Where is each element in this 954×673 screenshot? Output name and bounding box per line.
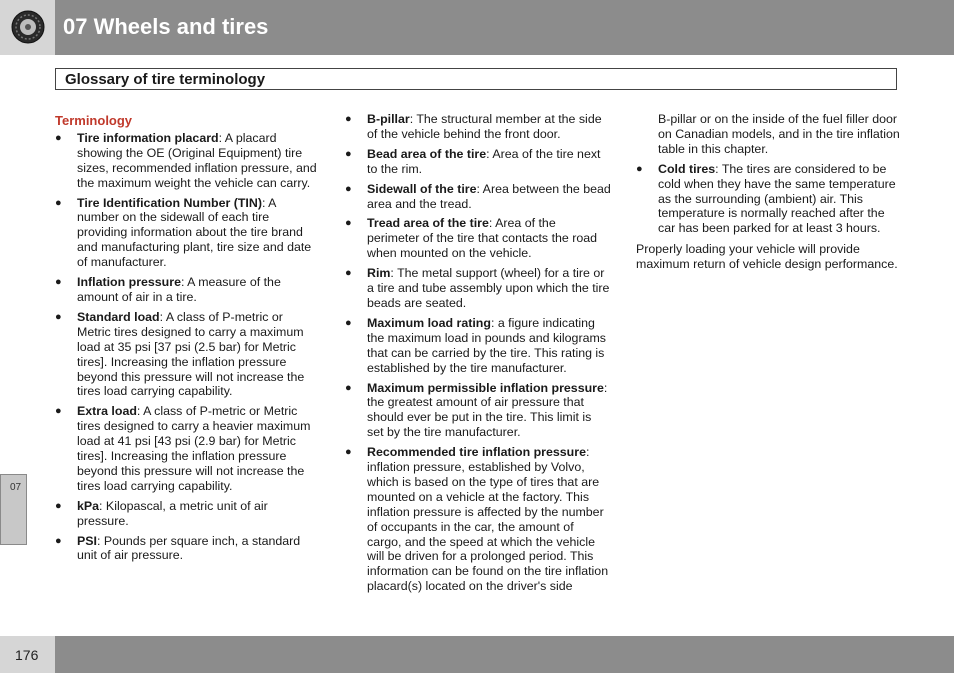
glossary-item [55,196,320,271]
glossary-item [345,445,611,594]
chapter-title: 07 Wheels and tires [63,14,269,39]
glossary-definition: : The structural member at the side of the vehicle behind the front door. [367,112,602,141]
glossary-term: PSI [77,533,97,548]
glossary-term: Recommended tire inflation pressure [367,445,586,460]
glossary-definition: : A class of P-metric or Metric tires designed to carry a heavier maximum load at 41 psi [43 psi (2.9 bar) for Metric tires]. Increasing the inflation pressure beyond this pressure will not increase the tires load carrying capability. [77,404,311,493]
glossary-item [55,534,320,564]
glossary-term: Maximum load rating [367,315,491,330]
col3-term-list [636,162,902,237]
glossary-term: Sidewall of the tire [367,181,477,196]
glossary-term: Inflation pressure [77,275,181,290]
glossary-definition: : inflation pressure, established by Volvo, which is based on the type of tires that are mounted on a vehicle at the factory. This inflation pressure is affected by the number of occupants in the car, the amount of cargo, and the speed at which the vehicle will be driven for a prolonged period. This information can be found on the tire inflation placard(s) located on the driver's side [367,445,609,594]
glossary-term: Tread area of the tire [367,216,489,231]
glossary-definition: : A class of P-metric or Metric tires designed to carry a maximum load at 35 psi [37 psi (2.5 bar) for Metric tires]. Increasing the inflation pressure beyond this pressure will not increase the tires load carrying capability. [77,309,305,399]
continued-text: B-pillar or on the inside of the fuel filler door on Canadian models, and in the tire inflation table in this chapter. [658,112,900,156]
glossary-item [345,216,611,261]
glossary-definition: : A number on the sidewall of each tire providing information about the tire brand and manufacturing plant, tire size and date of manufacturer. [77,195,312,270]
bullet-icon: ● [55,131,62,144]
bullet-icon: ● [345,182,352,195]
glossary-term: Maximum permissible inflation pressure [367,380,604,395]
bullet-icon: ● [55,499,62,512]
glossary-item [55,131,320,191]
col1-term-list [55,131,320,563]
glossary-definition: : Area of the perimeter of the tire that contacts the road when mounted on the vehicle. [367,216,598,261]
glossary-term: kPa [77,498,100,513]
glossary-term: Cold tires [658,161,716,176]
bullet-icon: ● [345,267,352,280]
glossary-term: Extra load [77,404,137,419]
glossary-term: Bead area of the tire [367,146,487,161]
glossary-item [345,266,611,311]
side-tab-label: 07 [10,482,22,493]
glossary-item [636,162,902,237]
col2-term-list [345,112,611,594]
glossary-item [345,182,611,212]
bullet-icon: ● [55,196,62,209]
column-1 [55,112,320,568]
bullet-icon: ● [636,162,643,175]
glossary-definition: : The metal support (wheel) for a tire or a tire and tube assembly upon which the tire beads are seated. [367,266,610,310]
terminology-heading: Terminology [55,113,133,128]
tire-icon [10,9,46,45]
glossary-definition: : Area of the tire next to the rim. [367,146,601,176]
glossary-definition: : The tires are considered to be cold when they have the same temperature as the surrounding (ambient) air. This temperature is normally reached after the car has been parked for at least 3 hours. [658,161,896,236]
glossary-item [55,499,320,529]
bullet-icon: ● [55,534,62,547]
glossary-definition: : A placard showing the OE (Original Equipment) tire sizes, recommended inflation pressure, and the maximum weight the vehicle can carry. [77,130,317,190]
bullet-icon: ● [55,310,62,323]
glossary-term: Standard load [77,309,160,324]
glossary-term: B-pillar [367,112,410,126]
glossary-definition: : the greatest amount of air pressure that should ever be put in the tire. This limit is set by the tire manufacturer. [367,380,608,440]
glossary-item [55,404,320,493]
glossary-item [345,316,611,376]
glossary-definition: : Pounds per square inch, a standard unit of air pressure. [77,533,301,563]
glossary-definition: : Area between the bead area and the tread. [367,181,611,211]
bullet-icon: ● [55,276,62,289]
bullet-icon: ● [345,381,352,394]
glossary-term: Tire information placard [77,130,219,145]
bullet-icon: ● [345,446,352,459]
glossary-definition: : A measure of the amount of air in a tire. [77,275,281,304]
glossary-term: Rim [367,266,391,281]
column-3 [636,112,902,272]
glossary-item [345,147,611,177]
glossary-definition: : a figure indicating the maximum load in pounds and kilograms that can be carried by the tire. This rating is established by the tire manufacturer. [367,315,606,375]
loading-paragraph: Properly loading your vehicle will provide maximum return of vehicle design performance. [636,242,898,272]
header-icon-box [0,0,55,55]
glossary-item [55,310,320,399]
bullet-icon: ● [345,147,352,160]
bullet-icon: ● [345,217,352,230]
bullet-icon: ● [55,405,62,418]
glossary-definition: : Kilopascal, a metric unit of air pressure. [77,498,268,528]
glossary-item [55,275,320,305]
footer-bar [0,636,954,673]
column-2 [345,112,611,599]
section-title: Glossary of tire terminology [65,71,266,88]
glossary-item [345,381,611,441]
bullet-icon: ● [345,316,352,329]
glossary-item [345,112,611,142]
bullet-icon: ● [345,113,352,125]
page-number: 176 [15,647,39,663]
glossary-term: Tire Identification Number (TIN) [77,195,262,210]
section-title-box [55,68,897,90]
